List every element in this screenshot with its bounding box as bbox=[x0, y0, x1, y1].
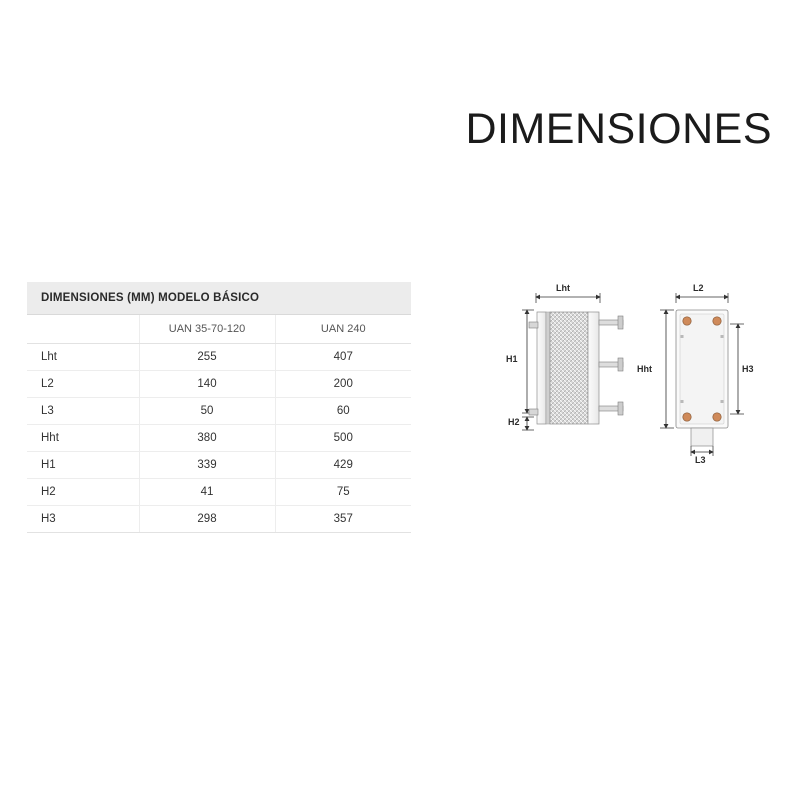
row-value-uan-35-70-120: 255 bbox=[139, 344, 275, 371]
label-lht: Lht bbox=[556, 283, 570, 293]
row-value-uan-35-70-120: 339 bbox=[139, 452, 275, 479]
row-value-uan-240: 357 bbox=[275, 506, 411, 533]
table-row bbox=[27, 344, 411, 371]
table-row bbox=[27, 452, 411, 479]
label-h1: H1 bbox=[506, 354, 518, 364]
label-h3: H3 bbox=[742, 364, 754, 374]
table-body bbox=[27, 344, 411, 533]
column-header-uan-240: UAN 240 bbox=[275, 315, 411, 344]
dimensions-table bbox=[27, 282, 411, 533]
row-label: H1 bbox=[27, 452, 139, 479]
row-value-uan-240: 75 bbox=[275, 479, 411, 506]
row-value-uan-35-70-120: 50 bbox=[139, 398, 275, 425]
label-l3: L3 bbox=[695, 455, 706, 465]
drawing-svg bbox=[500, 280, 780, 490]
table-header-row bbox=[27, 315, 411, 344]
row-label: Lht bbox=[27, 344, 139, 371]
table-row bbox=[27, 371, 411, 398]
table-row bbox=[27, 425, 411, 452]
table-caption: DIMENSIONES (MM) MODELO BÁSICO bbox=[27, 282, 411, 315]
row-label: Hht bbox=[27, 425, 139, 452]
page-title: DIMENSIONES bbox=[465, 105, 772, 153]
technical-drawing bbox=[500, 280, 780, 490]
label-h2: H2 bbox=[508, 417, 520, 427]
table-row bbox=[27, 479, 411, 506]
column-header-uan-35-70-120: UAN 35-70-120 bbox=[139, 315, 275, 344]
table-row bbox=[27, 506, 411, 533]
row-value-uan-240: 429 bbox=[275, 452, 411, 479]
table-caption-row bbox=[27, 282, 411, 315]
table-row bbox=[27, 398, 411, 425]
row-value-uan-35-70-120: 41 bbox=[139, 479, 275, 506]
column-header-blank bbox=[27, 315, 139, 344]
row-value-uan-35-70-120: 140 bbox=[139, 371, 275, 398]
row-value-uan-240: 60 bbox=[275, 398, 411, 425]
row-label: L2 bbox=[27, 371, 139, 398]
side-view bbox=[522, 293, 623, 430]
label-hht: Hht bbox=[637, 364, 652, 374]
row-label: H2 bbox=[27, 479, 139, 506]
label-l2: L2 bbox=[693, 283, 704, 293]
row-value-uan-35-70-120: 298 bbox=[139, 506, 275, 533]
row-value-uan-35-70-120: 380 bbox=[139, 425, 275, 452]
row-value-uan-240: 407 bbox=[275, 344, 411, 371]
front-view bbox=[660, 293, 744, 456]
row-label: H3 bbox=[27, 506, 139, 533]
row-label: L3 bbox=[27, 398, 139, 425]
row-value-uan-240: 200 bbox=[275, 371, 411, 398]
row-value-uan-240: 500 bbox=[275, 425, 411, 452]
